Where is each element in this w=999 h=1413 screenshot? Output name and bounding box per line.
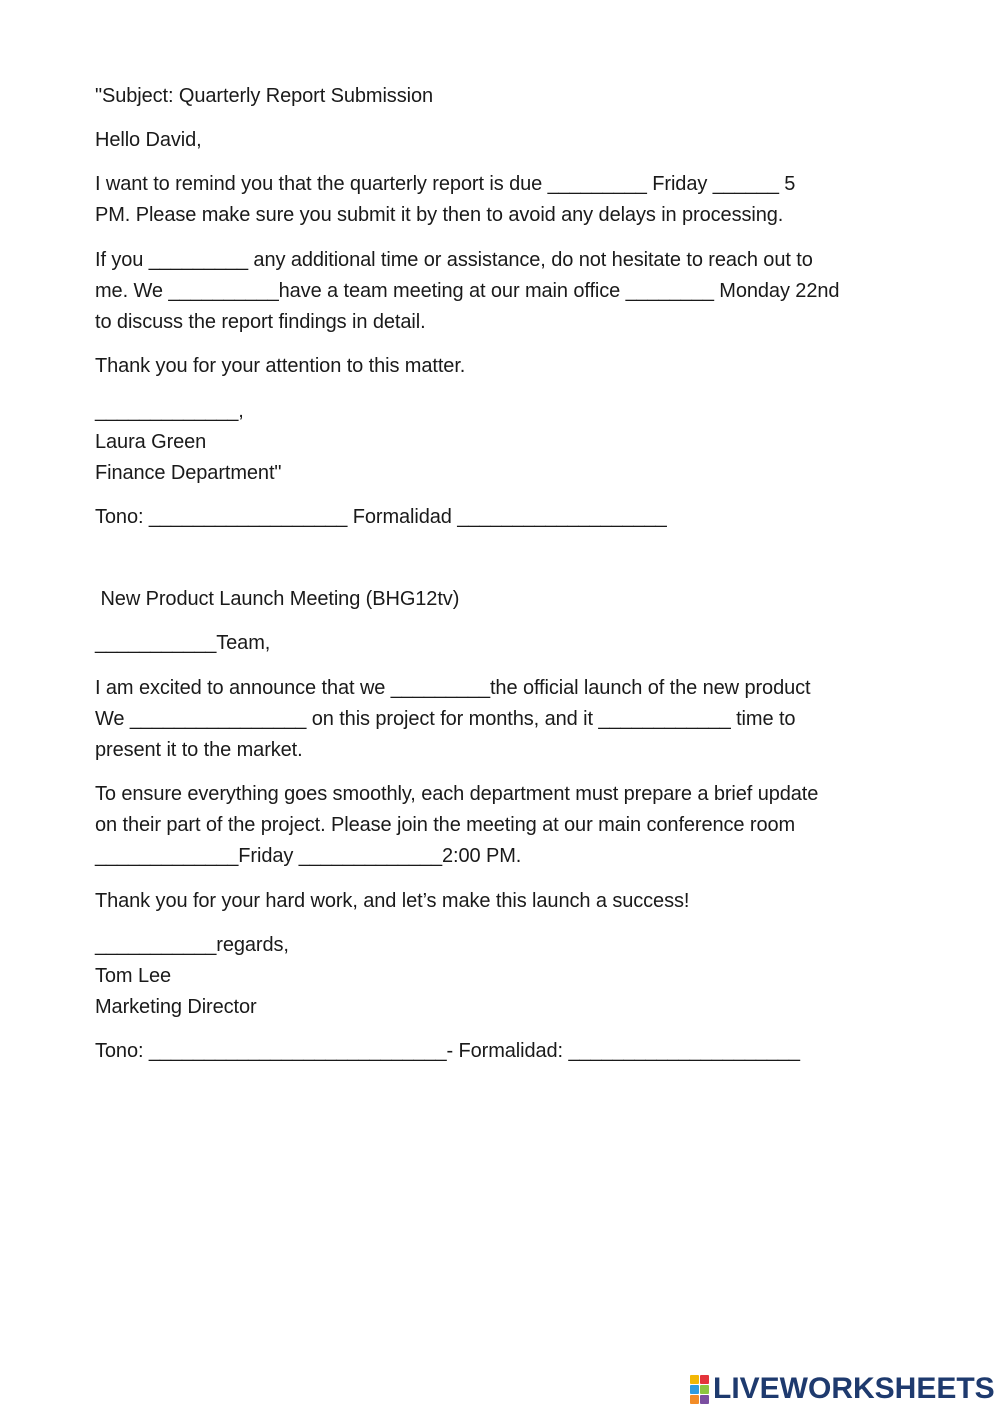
letter1-paragraph2-line2: me. We __________have a team meeting at our main office ________ Monday 22nd (95, 280, 840, 302)
letter1-subject: "Subject: Quarterly Report Submission (95, 85, 433, 107)
logo-square (700, 1395, 709, 1404)
letter1-thanks: Thank you for your attention to this matter. (95, 355, 466, 377)
letter2-paragraph1-line1: I am excited to announce that we _________the official launch of the new product (95, 677, 811, 699)
letter1-department: Finance Department" (95, 462, 282, 484)
letter2-closing: ___________regards, (95, 934, 289, 956)
letter2-paragraph1-line2: We ________________ on this project for months, and it ____________ time to (95, 708, 796, 730)
letter1-answer-line: Tono: __________________ Formalidad ___________________ (95, 506, 667, 528)
logo-square (690, 1385, 699, 1394)
letter1-greeting: Hello David, (95, 129, 202, 151)
letter1-paragraph2-line1: If you _________ any additional time or assistance, do not hesitate to reach out to (95, 249, 813, 271)
letter2-thanks: Thank you for your hard work, and let’s make this launch a success! (95, 890, 690, 912)
logo-square (700, 1385, 709, 1394)
liveworksheets-logo (690, 1373, 995, 1405)
letter1-paragraph1-line2: PM. Please make sure you submit it by then to avoid any delays in processing. (95, 204, 784, 226)
logo-squares-icon (690, 1375, 709, 1404)
logo-square (700, 1375, 709, 1384)
letter1-signer: Laura Green (95, 431, 207, 453)
letter2-paragraph1-line3: present it to the market. (95, 739, 303, 761)
letter2-paragraph2-line3: _____________Friday _____________2:00 PM. (95, 845, 522, 867)
letter2-greeting: ___________Team, (95, 632, 271, 654)
letter1-paragraph2-line3: to discuss the report findings in detail. (95, 311, 426, 333)
letter2-signer: Tom Lee (95, 965, 172, 987)
letter2-title: New Product Launch Meeting (BHG12tv) (95, 588, 460, 610)
letter1-paragraph1-line1: I want to remind you that the quarterly report is due _________ Friday ______ 5 (95, 173, 796, 195)
logo-square (690, 1395, 699, 1404)
letter1-closing-blank: _____________, (95, 400, 244, 422)
letter2-paragraph2-line2: on their part of the project. Please join the meeting at our main conference room (95, 814, 796, 836)
letter2-role: Marketing Director (95, 996, 257, 1018)
letter2-answer-line: Tono: ___________________________- Formalidad: _____________________ (95, 1040, 800, 1062)
letter2-paragraph2-line1: To ensure everything goes smoothly, each department must prepare a brief update (95, 783, 819, 805)
logo-text: LIVEWORKSHEETS (713, 1372, 995, 1405)
logo-square (690, 1375, 699, 1384)
